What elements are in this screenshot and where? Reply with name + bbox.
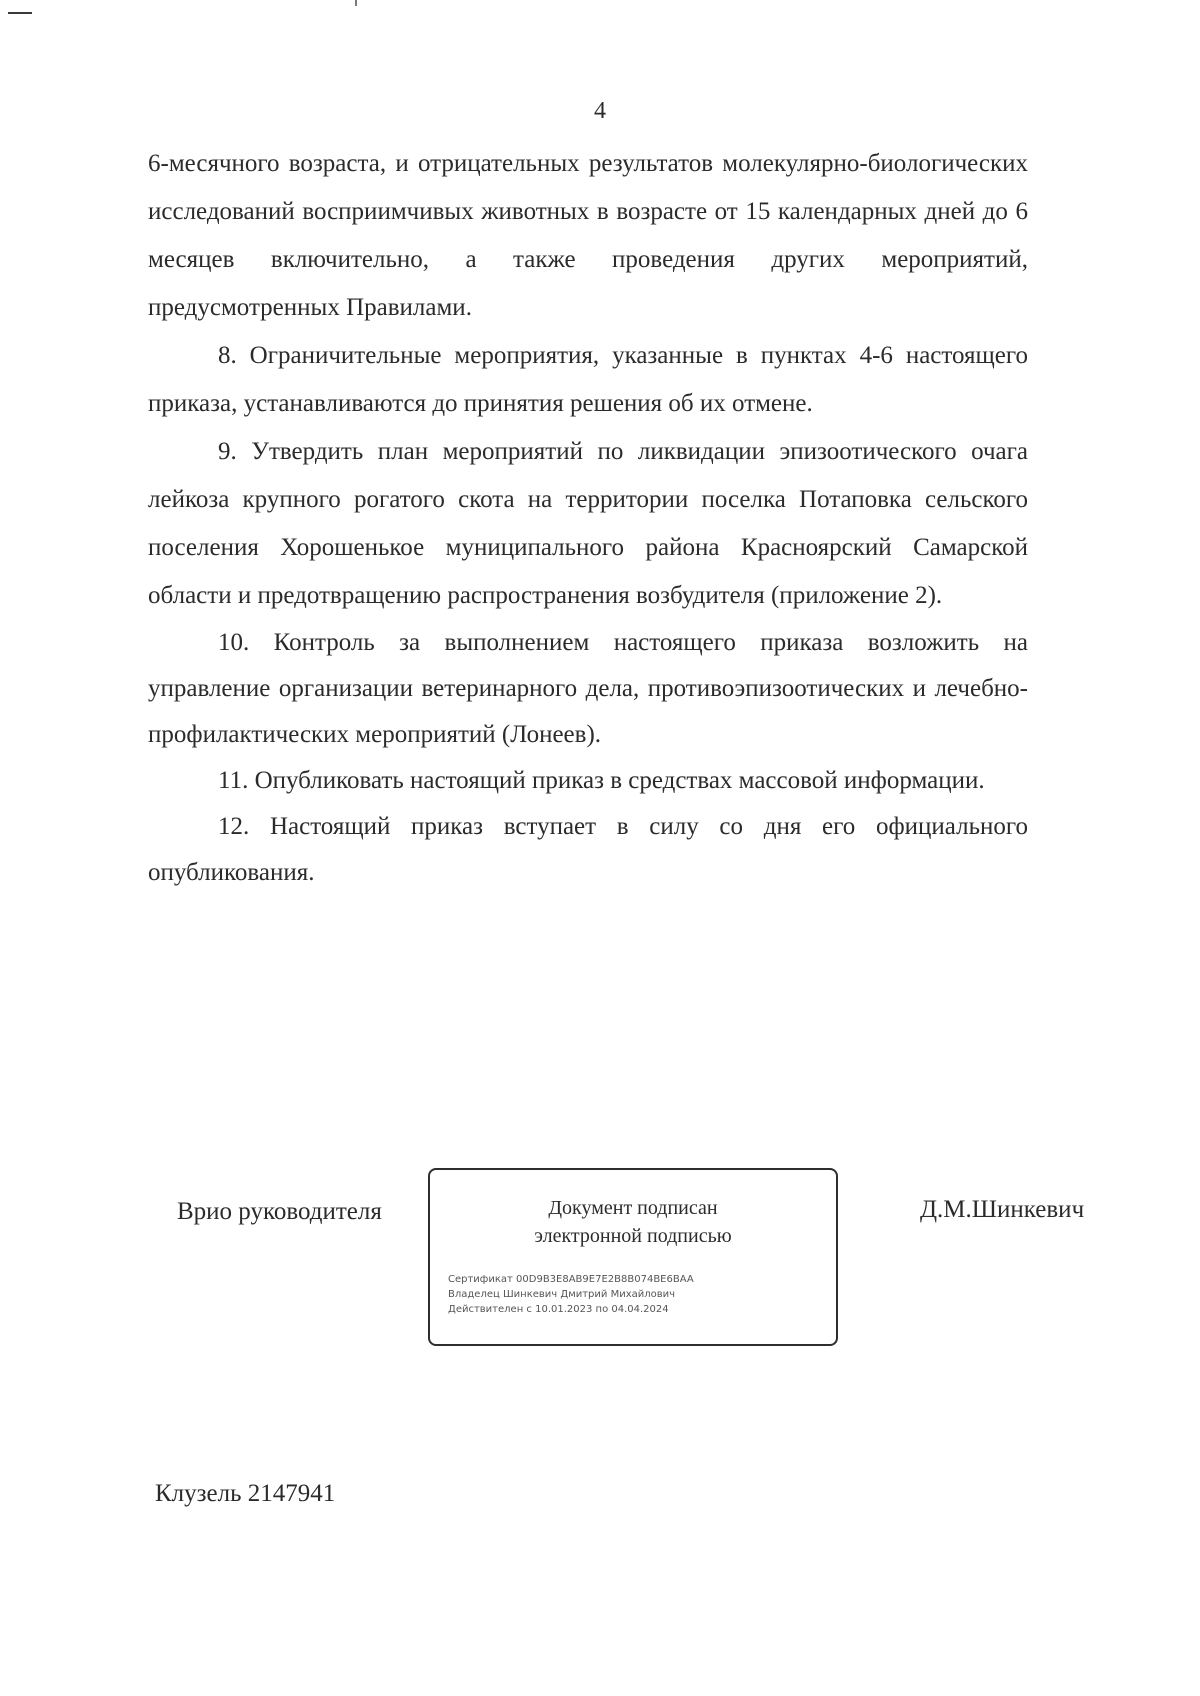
paragraph-12: 12. Настоящий приказ вступает в силу со дня его официального опубликования. bbox=[148, 813, 1028, 886]
paragraph-continuation: 6-месячного возраста, и отрицательных результатов молекулярно-биологических исследований восприимчивых животных в возрасте от 15 календарных дней до 6 месяцев включительно, а также проведения других мероприятий, предусмотренных Правилами. bbox=[148, 150, 1028, 321]
stamp-validity: Действителен с 10.01.2023 по 04.04.2024 bbox=[448, 1304, 669, 1315]
paragraph-9: 9. Утвердить план мероприятий по ликвидации эпизоотического очага лейкоза крупного рогатого скота на территории поселка Потаповка сельского поселения Хорошенькое муниципального района Красноярский Самарской области и предотвращению распространения возбудителя (приложение 2). bbox=[148, 438, 1028, 609]
signer-name: Д.М.Шинкевич bbox=[920, 1196, 1085, 1223]
paragraph-8: 8. Ограничительные мероприятия, указанные в пунктах 4-6 настоящего приказа, устанавливаются до принятия решения об их отмене. bbox=[148, 342, 1028, 417]
paragraph-11: 11. Опубликовать настоящий приказ в средствах массовой информации. bbox=[218, 767, 985, 794]
page-number: 4 bbox=[594, 98, 606, 124]
signer-position: Врио руководителя bbox=[177, 1198, 382, 1225]
stamp-title bbox=[430, 1194, 836, 1250]
stamp-details bbox=[448, 1272, 818, 1317]
document-body bbox=[148, 140, 1028, 896]
stamp-title-line2: электронной подписью bbox=[534, 1225, 732, 1247]
paragraph-10: 10. Контроль за выполнением настоящего приказа возложить на управление организации ветеринарного дела, противоэпизоотических и лечебно-профилактических мероприятий (Лонеев). bbox=[148, 629, 1028, 748]
scan-edge-mark-top bbox=[355, 0, 357, 6]
stamp-title-line1: Документ подписан bbox=[548, 1197, 718, 1219]
scan-edge-mark bbox=[8, 12, 32, 14]
stamp-owner: Владелец Шинкевич Дмитрий Михайлович bbox=[448, 1289, 676, 1300]
executor-info: Клузель 2147941 bbox=[155, 1480, 336, 1507]
electronic-signature-stamp bbox=[428, 1168, 838, 1346]
stamp-certificate: Сертификат 00D9B3E8AB9E7E2B8B074BE6BAA bbox=[448, 1274, 694, 1285]
